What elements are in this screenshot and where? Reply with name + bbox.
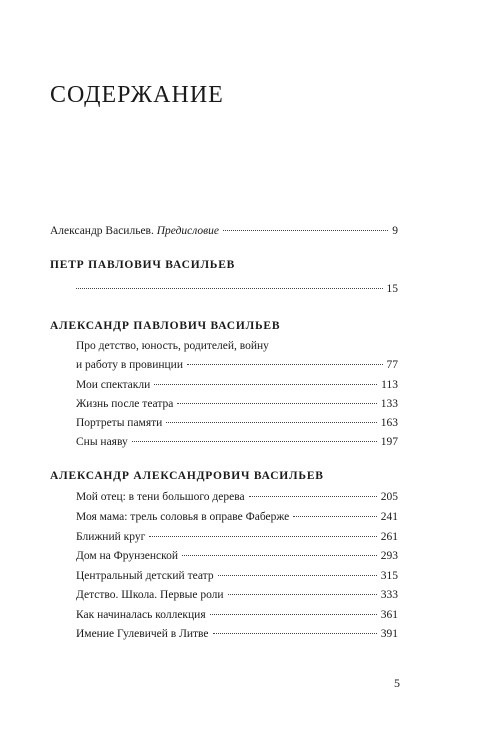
toc-entry (76, 416, 398, 430)
leader-dots (76, 288, 383, 289)
leader-dots (182, 555, 377, 556)
toc-entry (76, 397, 398, 411)
toc-entry (76, 549, 398, 563)
toc-entry-label: и работу в провинции (76, 359, 183, 371)
toc-entry (76, 569, 398, 583)
section-heading: ПЕТР ПАВЛОВИЧ ВАСИЛЬЕВ (50, 259, 236, 271)
toc-page-number: 77 (386, 359, 398, 371)
toc-entry-label: Моя мама: трель соловья в оправе Фаберже (76, 511, 290, 523)
toc-page-number: 315 (380, 570, 398, 582)
toc-entry-label: Как начиналась коллекция (76, 609, 206, 621)
toc-page-number: 9 (392, 225, 398, 237)
preface-author: Александр Васильев. (50, 225, 154, 237)
leader-dots (228, 594, 377, 595)
toc-entry-label: Мои спектакли (76, 379, 151, 391)
toc-entry (76, 490, 398, 504)
toc-entry-label: Портреты памяти (76, 417, 163, 429)
toc-entry (76, 378, 398, 392)
toc-page-number: 15 (386, 283, 398, 295)
toc-entry-label: Центральный детский театр (76, 570, 214, 582)
toc-entry-label: Жизнь после театра (76, 398, 174, 410)
toc-entry-preface (50, 224, 398, 238)
leader-dots (177, 403, 376, 404)
toc-entry-label: Детство. Школа. Первые роли (76, 589, 224, 601)
toc-entry (76, 530, 398, 544)
toc-page-number: 293 (380, 550, 398, 562)
leader-dots (218, 575, 377, 576)
toc-entry-label: Сны наяву (76, 436, 128, 448)
leader-dots (132, 441, 377, 442)
leader-dots (293, 516, 376, 517)
toc-page-number: 205 (380, 491, 398, 503)
toc-entry (76, 282, 398, 296)
leader-dots (223, 230, 388, 231)
toc-page-number: 133 (380, 398, 398, 410)
toc-page-number: 241 (380, 511, 398, 523)
leader-dots (210, 614, 377, 615)
toc-page-number: 361 (380, 609, 398, 621)
toc-page-number: 391 (380, 628, 398, 640)
section-heading: АЛЕКСАНДР АЛЕКСАНДРОВИЧ ВАСИЛЬЕВ (50, 470, 324, 482)
toc-entry-first-line: Про детство, юность, родителей, войну (76, 340, 269, 352)
toc-entry (76, 435, 398, 449)
toc-entry (76, 358, 398, 372)
leader-dots (187, 364, 383, 365)
page-number: 5 (394, 676, 400, 690)
toc-page-number: 113 (381, 379, 398, 391)
page-title: СОДЕРЖАНИЕ (50, 82, 224, 108)
toc-page-number: 163 (380, 417, 398, 429)
toc-entry-label (50, 224, 219, 238)
toc-entry-label: Имение Гулевичей в Литве (76, 628, 209, 640)
toc-entry (76, 510, 398, 524)
leader-dots (149, 536, 376, 537)
toc-page-number: 261 (380, 531, 398, 543)
preface-title: Предисловие (156, 225, 220, 237)
toc-entry-label: Ближний круг (76, 531, 146, 543)
leader-dots (166, 422, 376, 423)
leader-dots (213, 633, 377, 634)
leader-dots (249, 496, 377, 497)
toc-page-number: 333 (380, 589, 398, 601)
toc-entry (76, 588, 398, 602)
toc-page-number: 197 (380, 436, 398, 448)
toc-entry (76, 608, 398, 622)
toc-entry-label: Мой отец: в тени большого дерева (76, 491, 245, 503)
toc-entry (76, 627, 398, 641)
section-heading: АЛЕКСАНДР ПАВЛОВИЧ ВАСИЛЬЕВ (50, 320, 281, 332)
toc-entry-label: Дом на Фрунзенской (76, 550, 179, 562)
leader-dots (154, 384, 377, 385)
